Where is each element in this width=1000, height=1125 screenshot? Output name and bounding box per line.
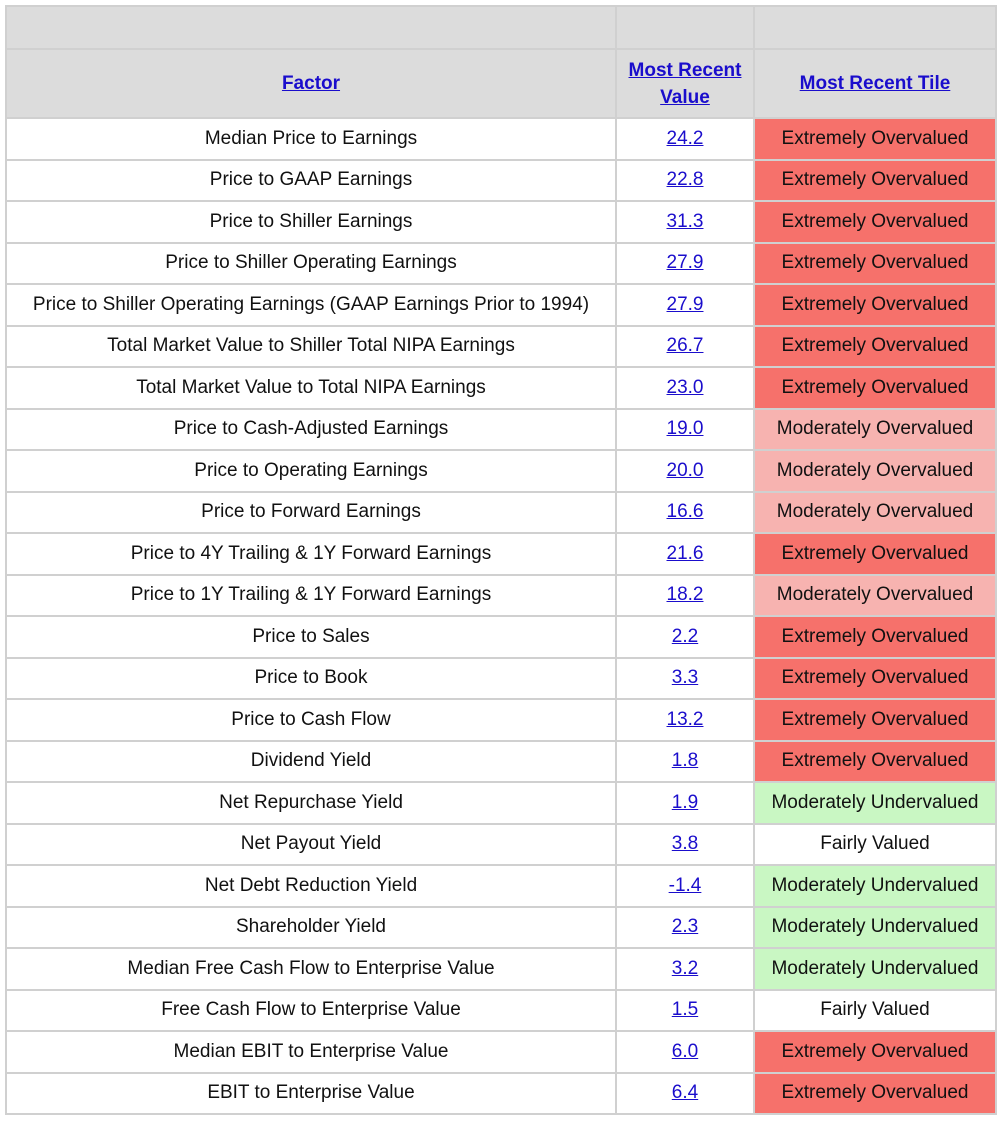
value-link[interactable]: 13.2	[666, 708, 704, 730]
value-cell	[616, 907, 754, 949]
factor-cell: Shareholder Yield	[6, 907, 616, 949]
value-cell	[616, 409, 754, 451]
value-link[interactable]: 6.0	[671, 1040, 699, 1062]
factor-cell: Price to 4Y Trailing & 1Y Forward Earnings	[6, 533, 616, 575]
factor-cell: Median Free Cash Flow to Enterprise Value	[6, 948, 616, 990]
factor-cell: Price to Shiller Operating Earnings (GAAP Earnings Prior to 1994)	[6, 284, 616, 326]
tile-cell: Extremely Overvalued	[754, 658, 996, 700]
factor-cell: Total Market Value to Total NIPA Earnings	[6, 367, 616, 409]
value-cell	[616, 575, 754, 617]
value-cell	[616, 118, 754, 160]
table-row	[6, 948, 996, 990]
tile-cell: Extremely Overvalued	[754, 367, 996, 409]
value-cell	[616, 201, 754, 243]
value-link[interactable]: -1.4	[668, 874, 702, 896]
value-header	[616, 49, 754, 118]
factor-cell: Median Price to Earnings	[6, 118, 616, 160]
value-link[interactable]: 27.9	[666, 252, 704, 274]
value-link[interactable]: 23.0	[666, 376, 704, 398]
value-link[interactable]: 3.3	[671, 667, 699, 689]
value-link[interactable]: 20.0	[666, 459, 704, 481]
factor-cell: EBIT to Enterprise Value	[6, 1073, 616, 1115]
tile-cell: Extremely Overvalued	[754, 201, 996, 243]
tile-cell: Moderately Overvalued	[754, 492, 996, 534]
value-cell	[616, 741, 754, 783]
table-row	[6, 824, 996, 866]
table-row	[6, 1073, 996, 1115]
factor-cell: Free Cash Flow to Enterprise Value	[6, 990, 616, 1032]
top-band-cell	[616, 6, 754, 49]
valuation-table-container	[5, 5, 995, 1115]
table-row	[6, 1031, 996, 1073]
table-top-band	[6, 6, 996, 49]
tile-cell: Extremely Overvalued	[754, 243, 996, 285]
value-link[interactable]: 31.3	[666, 210, 704, 232]
top-band-cell	[6, 6, 616, 49]
top-band-cell	[754, 6, 996, 49]
factor-cell: Price to Book	[6, 658, 616, 700]
value-link[interactable]: 22.8	[666, 169, 704, 191]
value-link[interactable]: 27.9	[666, 293, 704, 315]
tile-cell: Extremely Overvalued	[754, 699, 996, 741]
value-link[interactable]: 2.2	[671, 625, 699, 647]
value-sort-link[interactable]: Most Recent Value	[628, 59, 742, 108]
value-link[interactable]: 1.5	[671, 999, 699, 1021]
table-row	[6, 409, 996, 451]
tile-cell: Extremely Overvalued	[754, 326, 996, 368]
value-link[interactable]: 3.2	[671, 957, 699, 979]
factor-sort-link[interactable]: Factor	[281, 73, 341, 94]
value-cell	[616, 865, 754, 907]
table-row	[6, 782, 996, 824]
tile-cell: Extremely Overvalued	[754, 533, 996, 575]
table-row	[6, 118, 996, 160]
table-row	[6, 243, 996, 285]
tile-cell: Extremely Overvalued	[754, 118, 996, 160]
factor-cell: Dividend Yield	[6, 741, 616, 783]
tile-cell: Extremely Overvalued	[754, 160, 996, 202]
table-row	[6, 907, 996, 949]
value-cell	[616, 990, 754, 1032]
factor-cell: Net Debt Reduction Yield	[6, 865, 616, 907]
tile-cell: Moderately Overvalued	[754, 450, 996, 492]
factor-cell: Price to Sales	[6, 616, 616, 658]
table-row	[6, 160, 996, 202]
value-cell	[616, 824, 754, 866]
value-link[interactable]: 6.4	[671, 1082, 699, 1104]
value-cell	[616, 367, 754, 409]
value-link[interactable]: 1.8	[671, 750, 699, 772]
factor-cell: Price to GAAP Earnings	[6, 160, 616, 202]
value-link[interactable]: 19.0	[666, 418, 704, 440]
table-row	[6, 741, 996, 783]
table-row	[6, 865, 996, 907]
tile-cell: Fairly Valued	[754, 990, 996, 1032]
value-link[interactable]: 26.7	[666, 335, 704, 357]
value-cell	[616, 492, 754, 534]
factor-cell: Price to 1Y Trailing & 1Y Forward Earnings	[6, 575, 616, 617]
value-link[interactable]: 2.3	[671, 916, 699, 938]
table-row	[6, 367, 996, 409]
table-row	[6, 533, 996, 575]
value-cell	[616, 658, 754, 700]
tile-cell: Moderately Overvalued	[754, 575, 996, 617]
table-row	[6, 201, 996, 243]
tile-sort-link[interactable]: Most Recent Tile	[799, 73, 951, 94]
value-link[interactable]: 1.9	[671, 791, 699, 813]
tile-cell: Extremely Overvalued	[754, 1031, 996, 1073]
value-cell	[616, 450, 754, 492]
valuation-table	[5, 5, 997, 1115]
factor-cell: Price to Cash Flow	[6, 699, 616, 741]
table-header-row	[6, 49, 996, 118]
table-row	[6, 616, 996, 658]
table-row	[6, 284, 996, 326]
value-cell	[616, 948, 754, 990]
tile-header	[754, 49, 996, 118]
tile-cell: Extremely Overvalued	[754, 741, 996, 783]
value-cell	[616, 284, 754, 326]
tile-cell: Moderately Undervalued	[754, 782, 996, 824]
value-link[interactable]: 21.6	[666, 542, 704, 564]
value-cell	[616, 1073, 754, 1115]
value-cell	[616, 616, 754, 658]
value-cell	[616, 782, 754, 824]
factor-cell: Price to Cash-Adjusted Earnings	[6, 409, 616, 451]
factor-cell: Median EBIT to Enterprise Value	[6, 1031, 616, 1073]
table-row	[6, 990, 996, 1032]
factor-header	[6, 49, 616, 118]
table-row	[6, 326, 996, 368]
factor-cell: Net Repurchase Yield	[6, 782, 616, 824]
tile-cell: Moderately Undervalued	[754, 865, 996, 907]
table-row	[6, 450, 996, 492]
factor-cell: Price to Shiller Earnings	[6, 201, 616, 243]
value-link[interactable]: 16.6	[666, 501, 704, 523]
tile-cell: Extremely Overvalued	[754, 284, 996, 326]
factor-cell: Price to Forward Earnings	[6, 492, 616, 534]
tile-cell: Extremely Overvalued	[754, 616, 996, 658]
tile-cell: Moderately Undervalued	[754, 907, 996, 949]
value-link[interactable]: 18.2	[666, 584, 704, 606]
table-body	[6, 118, 996, 1114]
value-cell	[616, 326, 754, 368]
tile-cell: Extremely Overvalued	[754, 1073, 996, 1115]
table-row	[6, 699, 996, 741]
value-cell	[616, 160, 754, 202]
tile-cell: Moderately Overvalued	[754, 409, 996, 451]
value-cell	[616, 1031, 754, 1073]
factor-cell: Price to Shiller Operating Earnings	[6, 243, 616, 285]
factor-cell: Total Market Value to Shiller Total NIPA Earnings	[6, 326, 616, 368]
value-link[interactable]: 24.2	[666, 127, 704, 149]
value-link[interactable]: 3.8	[671, 833, 699, 855]
table-row	[6, 575, 996, 617]
table-row	[6, 658, 996, 700]
value-cell	[616, 243, 754, 285]
tile-cell: Fairly Valued	[754, 824, 996, 866]
tile-cell: Moderately Undervalued	[754, 948, 996, 990]
value-cell	[616, 699, 754, 741]
value-cell	[616, 533, 754, 575]
factor-cell: Price to Operating Earnings	[6, 450, 616, 492]
table-row	[6, 492, 996, 534]
factor-cell: Net Payout Yield	[6, 824, 616, 866]
